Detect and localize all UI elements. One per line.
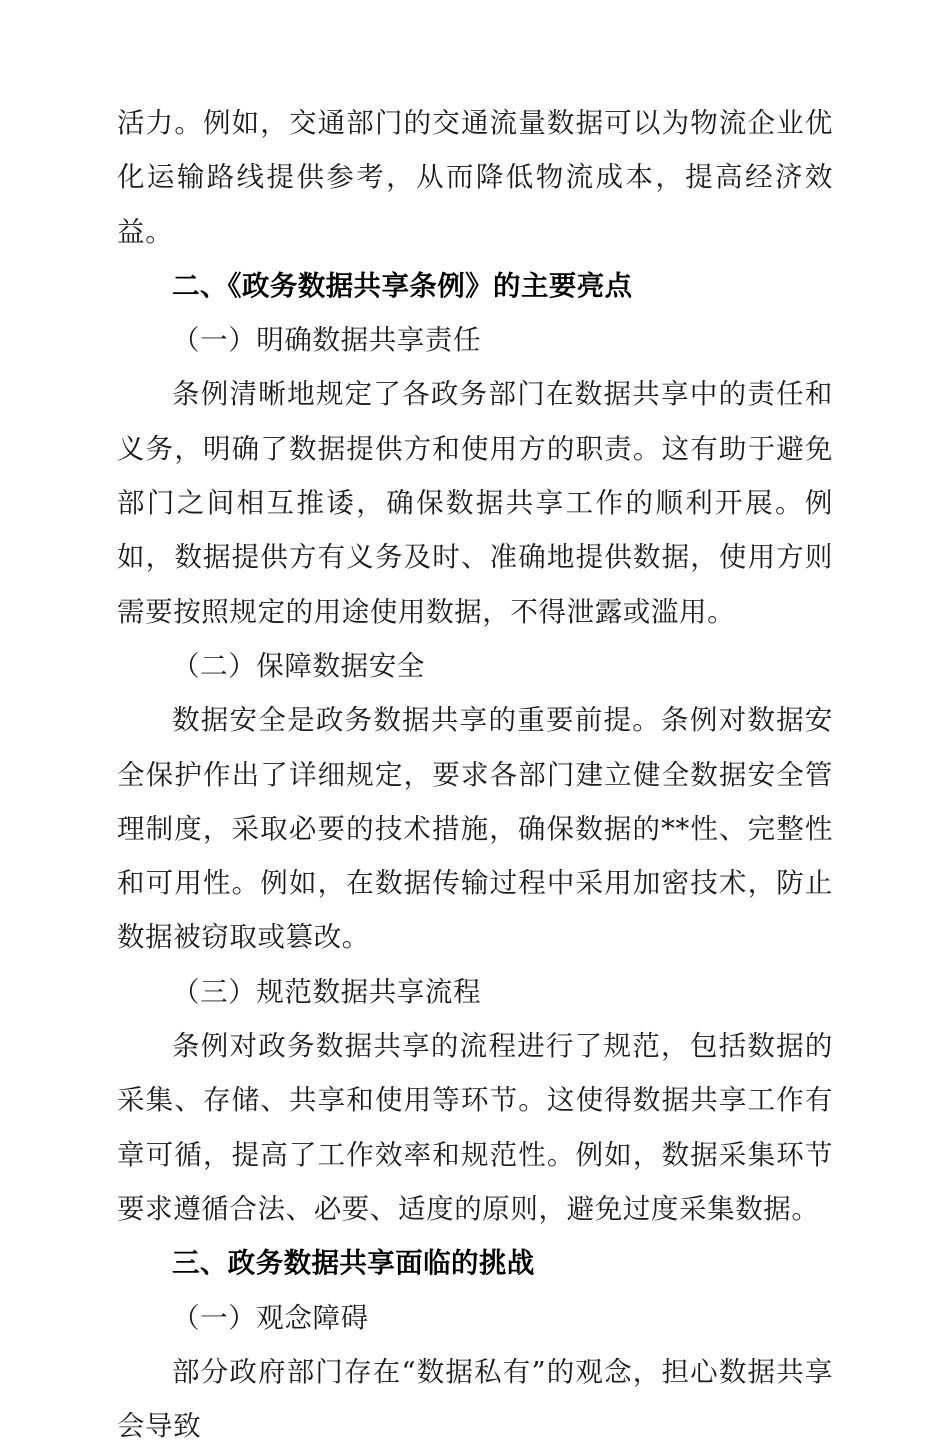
section-heading-three: 三、政务数据共享面临的挑战 xyxy=(172,1247,535,1280)
paragraph-2-1: 条例清晰地规定了各政务部门在数据共享中的责任和义务，明确了数据提供方和使用方的职责。这有助于避免部门之间相互推诿，确保数据共享工作的顺利开展。例如，数据提供方有义务及时、准确地提供数据，使用方则需要按照规定的用途使用数据，不得泄露或滥用。 xyxy=(117,378,833,628)
subsection-heading-3-1: （一）观念障碍 xyxy=(172,1301,369,1334)
subsection-heading-2-3: （三）规范数据共享流程 xyxy=(172,975,482,1008)
paragraph-3-1: 部分政府部门存在“数据私有”的观念，担心数据共享会导致 xyxy=(117,1355,833,1443)
paragraph-2-3: 条例对政务数据共享的流程进行了规范，包括数据的采集、存储、共享和使用等环节。这使得数据共享工作有章可循，提高了工作效率和规范性。例如，数据采集环节要求遵循合法、必要、适度的原则，避免过度采集数据。 xyxy=(117,1030,833,1225)
subsection-heading-2-2: （二）保障数据安全 xyxy=(172,649,425,682)
paragraph-2-2: 数据安全是政务数据共享的重要前提。条例对数据安全保护作出了详细规定，要求各部门建立健全数据安全管理制度，采取必要的技术措施，确保数据的**性、完整性和可用性。例如，在数据传输过程中采用加密技术，防止数据被窃取或篡改。 xyxy=(117,704,833,954)
subsection-heading-2-1: （一）明确数据共享责任 xyxy=(172,324,482,357)
paragraph-continuation: 活力。例如，交通部门的交通流量数据可以为物流企业优化运输路线提供参考，从而降低物流成本，提高经济效益。 xyxy=(117,107,833,248)
section-heading-two: 二、《政务数据共享条例》的主要亮点 xyxy=(172,269,633,302)
document-body xyxy=(117,96,833,1453)
